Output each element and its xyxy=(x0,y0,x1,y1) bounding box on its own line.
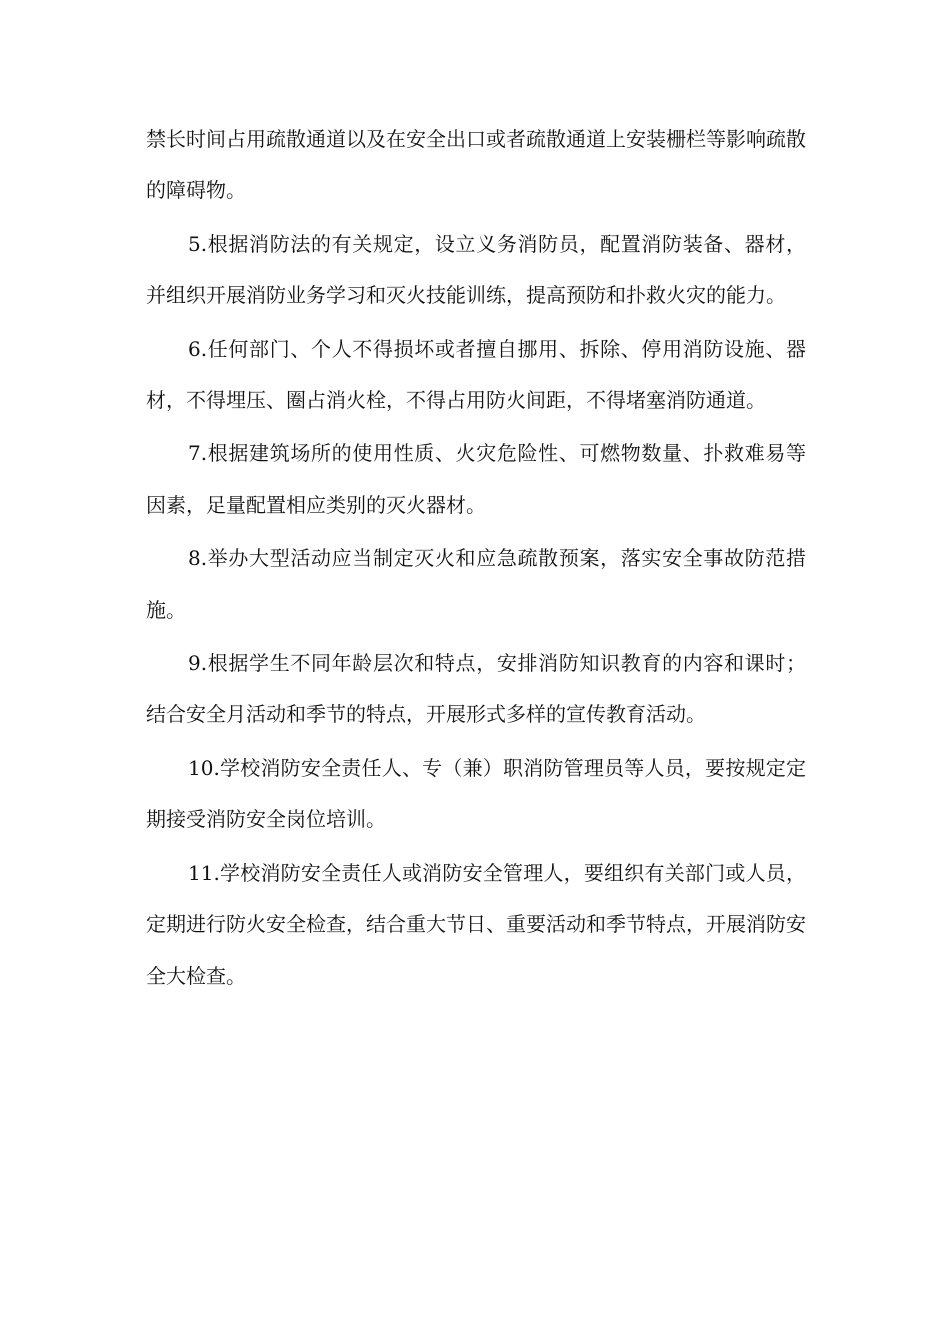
paragraph-continuation: 禁长时间占用疏散通道以及在安全出口或者疏散通道上安装栅栏等影响疏散的障碍物。 xyxy=(146,127,806,203)
document-body xyxy=(146,114,806,1004)
paragraph-item-5: 5.根据消防法的有关规定，设立义务消防员，配置消防装备、器材，并组织开展消防业务学习和灭火技能训练，提高预防和扑救火灾的能力。 xyxy=(146,231,806,308)
paragraph-item-6: 6.任何部门、个人不得损坏或者擅自挪用、拆除、停用消防设施、器材，不得埋压、圈占消火栓，不得占用防火间距，不得堵塞消防通道。 xyxy=(146,336,806,413)
paragraph-item-10: 10.学校消防安全责任人、专（兼）职消防管理员等人员，要按规定定期接受消防安全岗位培训。 xyxy=(146,755,806,832)
paragraph-item-9: 9.根据学生不同年龄层次和特点，安排消防知识教育的内容和课时；结合安全月活动和季节的特点，开展形式多样的宣传教育活动。 xyxy=(146,651,806,727)
paragraph-item-11: 11.学校消防安全责任人或消防安全管理人，要组织有关部门或人员，定期进行防火安全检查，结合重大节日、重要活动和季节特点，开展消防安全大检查。 xyxy=(146,860,806,988)
paragraph-item-7: 7.根据建筑场所的使用性质、火灾危险性、可燃物数量、扑救难易等因素，足量配置相应类别的灭火器材。 xyxy=(146,441,806,517)
paragraph-item-8: 8.举办大型活动应当制定灭火和应急疏散预案，落实安全事故防范措施。 xyxy=(146,546,806,622)
